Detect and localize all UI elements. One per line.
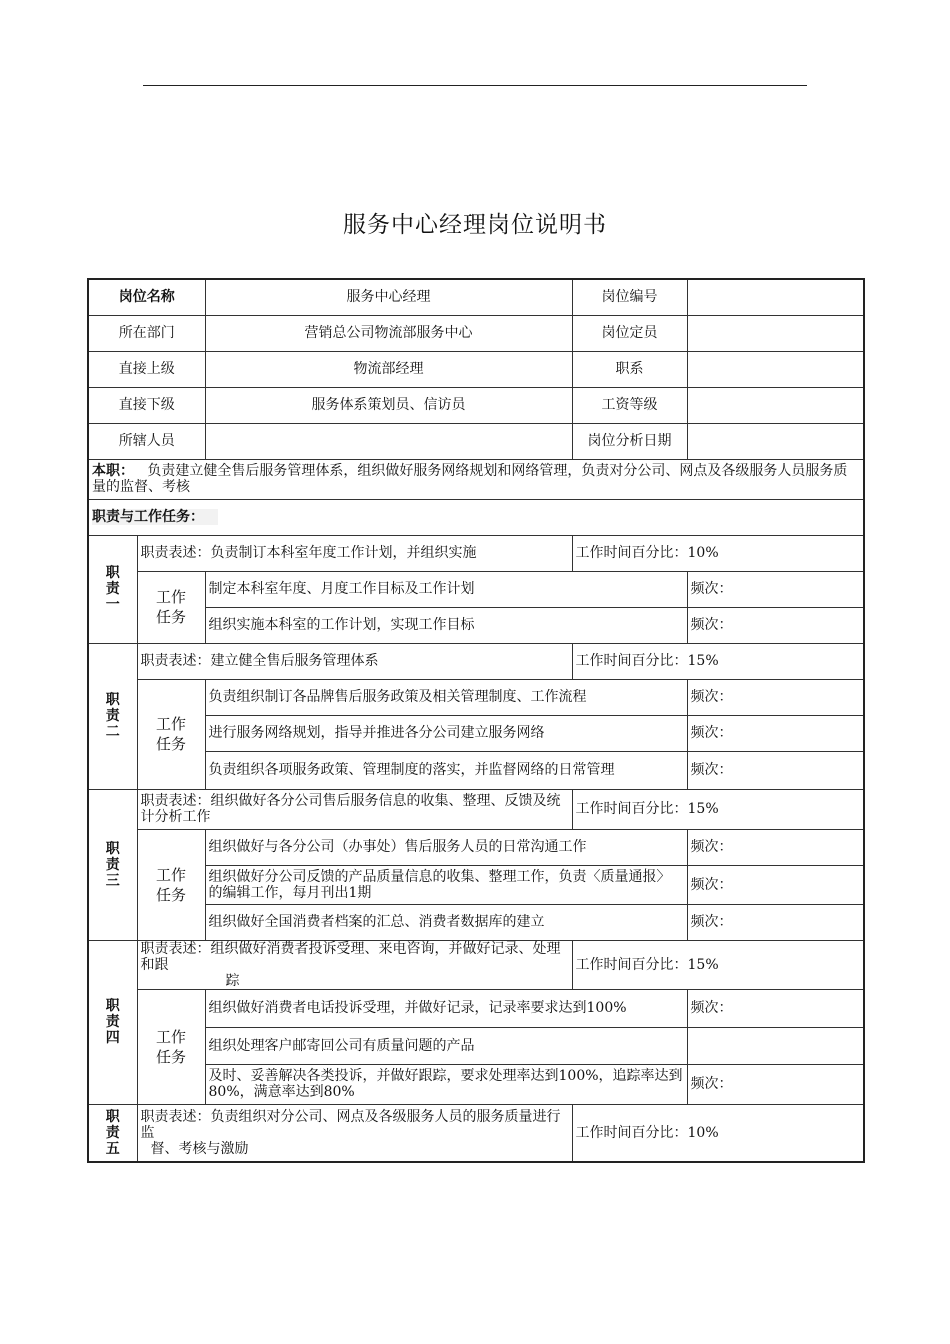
task-frequency: 频次： xyxy=(687,989,864,1027)
task-frequency: 频次： xyxy=(687,904,864,940)
field-label: 所在部门 xyxy=(88,315,205,351)
task-row xyxy=(88,571,864,607)
task-row xyxy=(88,1027,864,1064)
duty-statement-line: 踪 xyxy=(225,972,240,989)
duty-percent: 工作时间百分比：15% xyxy=(572,940,864,989)
duty-statement-line: 职责表述：负责组织对分公司、网点及各级服务人员的服务质量进行监 xyxy=(140,1108,561,1141)
job-description-table xyxy=(87,278,865,1163)
field-label: 职系 xyxy=(572,351,687,387)
field-label: 岗位分析日期 xyxy=(572,423,687,459)
task-label: 工作 任务 xyxy=(137,571,205,643)
duty-label: 职 责 一 xyxy=(88,535,137,643)
task-text: 组织做好全国消费者档案的汇总、消费者数据库的建立 xyxy=(205,904,687,940)
duty-statement-line: 职责表述：组织做好消费者投诉受理、来电咨询，并做好记录、处理和跟 xyxy=(140,940,561,973)
field-label: 工资等级 xyxy=(572,387,687,423)
task-row xyxy=(88,679,864,715)
task-row xyxy=(88,751,864,789)
task-frequency: 频次： xyxy=(687,1064,864,1104)
duty-statement-row xyxy=(88,940,864,989)
field-value: 服务体系策划员、信访员 xyxy=(205,387,572,423)
field-label: 岗位编号 xyxy=(572,279,687,315)
duties-heading-cell xyxy=(88,499,864,535)
duty-statement-row xyxy=(88,535,864,571)
duty-percent: 工作时间百分比：10% xyxy=(572,535,864,571)
task-row xyxy=(88,1064,864,1104)
task-frequency: 频次： xyxy=(687,679,864,715)
task-text: 组织处理客户邮寄回公司有质量问题的产品 xyxy=(205,1027,687,1064)
task-text: 组织实施本科室的工作计划，实现工作目标 xyxy=(205,607,687,643)
duty-label: 职 责 五 xyxy=(88,1104,137,1162)
duty-statement: 职责表述：组织做好各分公司售后服务信息的收集、整理、反馈及统计分析工作 xyxy=(137,789,572,829)
duty-label: 职 责 四 xyxy=(88,940,137,1104)
field-value xyxy=(687,387,864,423)
task-frequency: 频次： xyxy=(687,571,864,607)
task-frequency: 频次： xyxy=(687,829,864,865)
field-value: 物流部经理 xyxy=(205,351,572,387)
duty-statement xyxy=(137,1104,572,1162)
field-value xyxy=(687,351,864,387)
task-frequency xyxy=(687,1027,864,1064)
task-label: 工作 任务 xyxy=(137,679,205,789)
task-row xyxy=(88,829,864,865)
task-text: 进行服务网络规划，指导并推进各分公司建立服务网络 xyxy=(205,715,687,751)
field-label: 岗位名称 xyxy=(88,279,205,315)
summary-label: 本职： xyxy=(92,463,134,479)
header-row xyxy=(88,351,864,387)
field-value xyxy=(687,315,864,351)
task-frequency: 频次： xyxy=(687,865,864,904)
duty-statement-line: 督、考核与激励 xyxy=(150,1140,249,1157)
field-label: 所辖人员 xyxy=(88,423,205,459)
duty-percent: 工作时间百分比：15% xyxy=(572,789,864,829)
header-row xyxy=(88,423,864,459)
task-text: 组织做好与各分公司（办事处）售后服务人员的日常沟通工作 xyxy=(205,829,687,865)
task-text: 组织做好消费者电话投诉受理，并做好记录，记录率要求达到100% xyxy=(205,989,687,1027)
task-row xyxy=(88,989,864,1027)
duty-percent: 工作时间百分比：10% xyxy=(572,1104,864,1162)
duty-label: 职 责 二 xyxy=(88,643,137,789)
field-label: 岗位定员 xyxy=(572,315,687,351)
summary-text: 负责建立健全售后服务管理体系，组织做好服务网络规划和网络管理，负责对分公司、网点及各级服务人员服务质量的监督、考核 xyxy=(92,463,848,495)
field-label: 直接下级 xyxy=(88,387,205,423)
task-text: 制定本科室年度、月度工作目标及工作计划 xyxy=(205,571,687,607)
task-label: 工作 任务 xyxy=(137,989,205,1104)
field-value xyxy=(205,423,572,459)
task-row xyxy=(88,865,864,904)
field-value: 服务中心经理 xyxy=(205,279,572,315)
document-title: 服务中心经理岗位说明书 xyxy=(343,212,607,238)
task-row xyxy=(88,715,864,751)
duty-label: 职 责 三 xyxy=(88,789,137,940)
duty-statement xyxy=(137,940,572,989)
duties-heading: 职责与工作任务： xyxy=(92,509,218,525)
task-text: 负责组织各项服务政策、管理制度的落实，并监督网络的日常管理 xyxy=(205,751,687,789)
duty-statement-row xyxy=(88,789,864,829)
duty-statement-row xyxy=(88,1104,864,1162)
task-frequency: 频次： xyxy=(687,715,864,751)
task-frequency: 频次： xyxy=(687,607,864,643)
task-row xyxy=(88,607,864,643)
duty-statement: 职责表述：建立健全售后服务管理体系 xyxy=(137,643,572,679)
header-row xyxy=(88,315,864,351)
task-frequency: 频次： xyxy=(687,751,864,789)
field-label: 直接上级 xyxy=(88,351,205,387)
header-row xyxy=(88,279,864,315)
summary-cell xyxy=(88,459,864,499)
duty-statement: 职责表述：负责制订本科室年度工作计划，并组织实施 xyxy=(137,535,572,571)
summary-row xyxy=(88,459,864,499)
header-rule xyxy=(143,85,807,86)
task-text: 组织做好分公司反馈的产品质量信息的收集、整理工作，负责〈质量通报〉的编辑工作，每月刊出1期 xyxy=(205,865,687,904)
task-text: 负责组织制订各品牌售后服务政策及相关管理制度、工作流程 xyxy=(205,679,687,715)
field-value: 营销总公司物流部服务中心 xyxy=(205,315,572,351)
duties-heading-row xyxy=(88,499,864,535)
duty-percent: 工作时间百分比：15% xyxy=(572,643,864,679)
field-value xyxy=(687,279,864,315)
task-text: 及时、妥善解决各类投诉，并做好跟踪，要求处理率达到100%，追踪率达到80%，满意率达到80% xyxy=(205,1064,687,1104)
field-value xyxy=(687,423,864,459)
duty-statement-row xyxy=(88,643,864,679)
task-label: 工作 任务 xyxy=(137,829,205,940)
task-row xyxy=(88,904,864,940)
header-row xyxy=(88,387,864,423)
